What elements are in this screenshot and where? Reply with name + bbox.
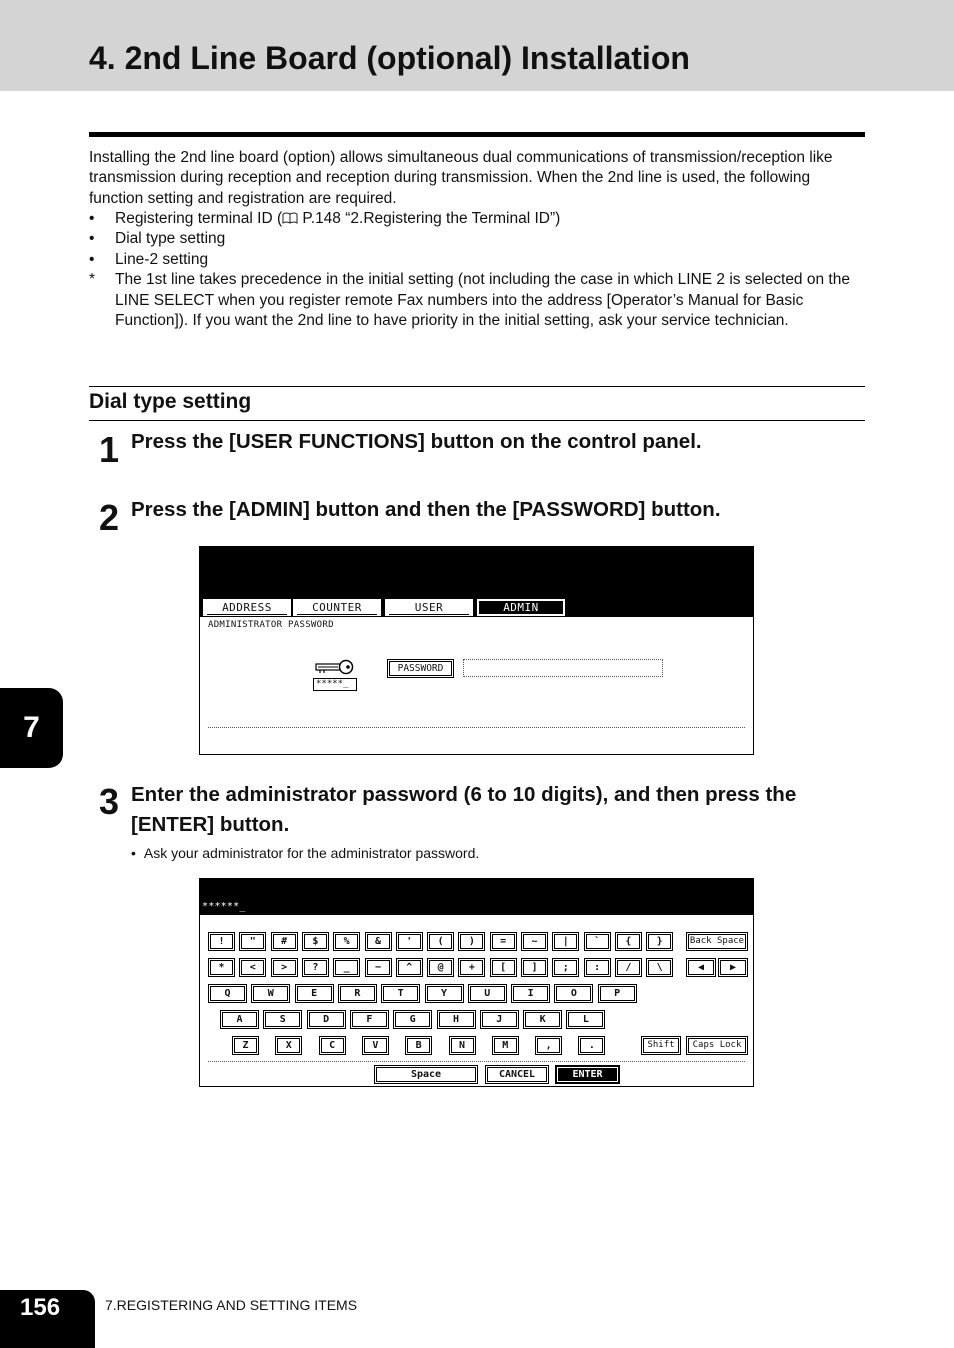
keyboard-key-label: " — [241, 934, 264, 949]
keyboard-key[interactable] — [362, 1036, 389, 1055]
right-arrow-button[interactable] — [718, 958, 748, 977]
cancel-button[interactable] — [485, 1065, 549, 1084]
footer-section-title: 7.REGISTERING AND SETTING ITEMS — [105, 1297, 358, 1313]
keyboard-key-label: / — [617, 960, 640, 975]
keyboard-key-label: ~ — [523, 934, 546, 949]
keyboard-key[interactable] — [302, 958, 329, 977]
list-item — [89, 270, 865, 331]
keyboard-key[interactable] — [405, 1036, 432, 1055]
keyboard-key[interactable] — [220, 1010, 259, 1029]
keyboard-key-label: ! — [210, 934, 233, 949]
arrow-left-icon: ◀ — [688, 960, 714, 975]
keyboard-key[interactable] — [338, 984, 377, 1003]
keyboard-key-label: $ — [304, 934, 327, 949]
keyboard-key-label: ^ — [398, 960, 421, 975]
keyboard-key-label: \ — [648, 960, 671, 975]
list-item — [89, 250, 865, 270]
keyboard-key[interactable] — [449, 1036, 476, 1055]
keyboard-key-label: ] — [523, 960, 546, 975]
keyboard-key[interactable] — [275, 1036, 302, 1055]
keyboard-key-label: ` — [586, 934, 609, 949]
page-number: 156 — [0, 1290, 95, 1348]
keyboard-key[interactable] — [468, 984, 507, 1003]
keyboard-key[interactable] — [208, 958, 235, 977]
keyboard-key-label: < — [241, 960, 264, 975]
keyboard-key[interactable] — [490, 958, 517, 977]
keyboard-key-label: @ — [429, 960, 452, 975]
bullet-mark: • — [131, 845, 136, 861]
keyboard-key[interactable] — [232, 1036, 259, 1055]
keyboard-key-label: Y — [427, 986, 462, 1001]
requirements-list — [89, 209, 865, 331]
keyboard-key[interactable] — [615, 958, 642, 977]
keyboard-key-label: ( — [429, 934, 452, 949]
keyboard-key[interactable] — [578, 1036, 605, 1055]
arrow-right-icon: ▶ — [720, 960, 746, 975]
cancel-label: CANCEL — [487, 1067, 547, 1082]
password-button-label: PASSWORD — [389, 661, 452, 676]
title-rule — [89, 132, 865, 137]
step-number: 2 — [99, 497, 120, 538]
keyboard-key[interactable] — [480, 1010, 519, 1029]
keyboard-key[interactable] — [427, 958, 454, 977]
backspace-button[interactable] — [686, 932, 748, 951]
keyboard-key-label: W — [253, 986, 288, 1001]
book-icon — [282, 212, 298, 224]
keyboard-key[interactable] — [381, 984, 420, 1003]
keyboard-key-label: ) — [460, 934, 483, 949]
bullet-mark: • — [89, 210, 95, 227]
keyboard-key[interactable] — [552, 958, 579, 977]
keyboard-key-label: R — [340, 986, 375, 1001]
shift-label: Shift — [643, 1038, 679, 1053]
keyboard-key-label: , — [537, 1038, 560, 1053]
keyboard-key-label: ; — [554, 960, 577, 975]
keyboard-key[interactable] — [425, 984, 464, 1003]
keyboard-key[interactable] — [396, 958, 423, 977]
keyboard-key-label: | — [554, 934, 577, 949]
keyboard-key-label: U — [470, 986, 505, 1001]
keyboard-key[interactable] — [263, 1010, 302, 1029]
keyboard-key[interactable] — [396, 932, 423, 951]
list-item-text: Dial type setting — [115, 230, 226, 248]
list-item-text: Line-2 setting — [115, 250, 209, 268]
keyboard-key[interactable] — [552, 932, 579, 951]
keyboard-key-label: N — [451, 1038, 474, 1053]
list-item — [89, 229, 865, 249]
intro-paragraph: Installing the 2nd line board (option) allows simultaneous dual communications of transmission/reception like transmission during reception and reception during transmission. When the 2nd line is used, the following function setting and registration are required. — [89, 149, 833, 207]
keyboard-key-label: O — [556, 986, 591, 1001]
keyboard-key[interactable] — [295, 984, 334, 1003]
keyboard-key-label: G — [395, 1012, 430, 1027]
step-note-text: Ask your administrator for the administrator password. — [143, 845, 480, 861]
keyboard-key-label: K — [525, 1012, 560, 1027]
tab-label: ADMIN — [481, 601, 561, 615]
step-number: 3 — [99, 781, 120, 822]
keyboard-key-label: C — [321, 1038, 344, 1053]
keyboard-key[interactable] — [646, 932, 673, 951]
backspace-label: Back Space — [688, 934, 746, 949]
space-label: Space — [376, 1067, 476, 1082]
keyboard-key-label: Q — [210, 986, 245, 1001]
caps-lock-button[interactable] — [686, 1036, 748, 1055]
keyboard-key[interactable] — [554, 984, 593, 1003]
keyboard-key-label: Z — [234, 1038, 257, 1053]
keyboard-key-label: P — [600, 986, 635, 1001]
keyboard-key[interactable] — [208, 984, 247, 1003]
step-text: Press the [USER FUNCTIONS] button on the control panel. — [131, 430, 702, 453]
step-note — [131, 844, 479, 862]
keyboard-key-label: L — [568, 1012, 603, 1027]
shift-button[interactable] — [641, 1036, 681, 1055]
keyboard-key[interactable] — [521, 958, 548, 977]
tab-address[interactable] — [203, 599, 291, 616]
enter-button[interactable] — [555, 1065, 620, 1084]
password-mask: *****_ — [313, 678, 357, 691]
keyboard-key[interactable] — [458, 932, 485, 951]
section-rule-bottom — [89, 420, 865, 421]
space-button[interactable] — [374, 1065, 478, 1084]
keyboard-key[interactable] — [393, 1010, 432, 1029]
keyboard-key[interactable] — [566, 1010, 605, 1029]
chapter-tab: 7 — [0, 688, 63, 768]
step-text: Press the [ADMIN] button and then the [PASSWORD] button. — [131, 498, 721, 521]
keyboard-key[interactable] — [427, 932, 454, 951]
keyboard-key[interactable] — [521, 932, 548, 951]
keyboard-key-label: T — [383, 986, 418, 1001]
section-heading: Dial type setting — [89, 390, 252, 413]
keyboard-key-label: X — [277, 1038, 300, 1053]
step-number: 1 — [99, 429, 120, 470]
keyboard-screen — [199, 878, 754, 1087]
keyboard-key[interactable] — [350, 1010, 389, 1029]
section-rule-top — [89, 386, 865, 387]
keyboard-key[interactable] — [523, 1010, 562, 1029]
tab-label: ADDRESS — [207, 601, 287, 615]
keyboard-key-label: + — [460, 960, 483, 975]
keyboard-key-label: ? — [304, 960, 327, 975]
tab-label: COUNTER — [297, 601, 377, 615]
keyboard-key-label: A — [222, 1012, 257, 1027]
tab-user[interactable] — [385, 599, 473, 616]
input-display-bar — [200, 879, 753, 915]
keyboard-key-label: I — [513, 986, 548, 1001]
bullet-mark: • — [89, 250, 95, 268]
keyboard-key[interactable] — [535, 1036, 562, 1055]
list-item-text: Registering terminal ID ( — [115, 210, 283, 227]
keyboard-key-label: E — [297, 986, 332, 1001]
keyboard-key-label: . — [580, 1038, 603, 1053]
keyboard-key[interactable] — [319, 1036, 346, 1055]
password-entry: ******_ — [202, 901, 246, 912]
keyboard-key-label: ' — [398, 934, 421, 949]
keyboard-key-label: H — [439, 1012, 474, 1027]
keyboard-key[interactable] — [584, 932, 611, 951]
keyboard-key-label: − — [367, 960, 390, 975]
keyboard-key[interactable] — [239, 932, 266, 951]
divider — [208, 727, 745, 728]
keyboard-key[interactable] — [333, 958, 360, 977]
keyboard-key[interactable] — [365, 932, 392, 951]
keyboard-key-label: F — [352, 1012, 387, 1027]
keyboard-key[interactable] — [492, 1036, 519, 1055]
tab-label: USER — [389, 601, 469, 615]
password-field[interactable] — [463, 659, 663, 677]
keyboard-key-label: % — [335, 934, 358, 949]
keyboard-key-label: S — [265, 1012, 300, 1027]
keyboard-key-label: } — [648, 934, 671, 949]
bullet-mark: • — [89, 230, 95, 248]
keyboard-key[interactable] — [333, 932, 360, 951]
keyboard-key[interactable] — [598, 984, 637, 1003]
left-arrow-button[interactable] — [686, 958, 716, 977]
keyboard-key-label: & — [367, 934, 390, 949]
keyboard-key-label: : — [586, 960, 609, 975]
keyboard-key[interactable] — [302, 932, 329, 951]
asterisk-mark: * — [89, 271, 96, 289]
step-text: Enter the administrator password (6 to 10 digits), and then press the [ENTER] button. — [131, 783, 797, 836]
screen-title: ADMINISTRATOR PASSWORD — [208, 620, 334, 630]
tab-counter[interactable] — [293, 599, 381, 616]
keyboard-key[interactable] — [271, 932, 298, 951]
keyboard-key[interactable] — [307, 1010, 346, 1029]
keyboard-key-label: # — [273, 934, 296, 949]
key-icon — [315, 659, 355, 677]
keyboard-key[interactable] — [239, 958, 266, 977]
list-item-text: The 1st line takes precedence in the initial setting (not including the case in which LINE 2 is selected on the LINE SELECT when you register remote Fax numbers into the address [Operator’s Manual for Basic Function]). If you want the 2nd line to have priority in the initial setting, ask your service technician. — [115, 271, 850, 330]
keyboard-key[interactable] — [208, 932, 235, 951]
password-button[interactable] — [387, 659, 454, 678]
keyboard-key-label: _ — [335, 960, 358, 975]
keyboard-key-label: D — [309, 1012, 344, 1027]
keyboard-key[interactable] — [490, 932, 517, 951]
keyboard-key[interactable] — [458, 958, 485, 977]
keyboard-key-label: M — [494, 1038, 517, 1053]
keyboard-key-label: V — [364, 1038, 387, 1053]
enter-label: ENTER — [557, 1067, 618, 1082]
keyboard-key[interactable] — [615, 932, 642, 951]
keyboard-key[interactable] — [271, 958, 298, 977]
keyboard-key[interactable] — [251, 984, 290, 1003]
keyboard-key[interactable] — [365, 958, 392, 977]
keyboard-key-label: [ — [492, 960, 515, 975]
keyboard-key[interactable] — [584, 958, 611, 977]
admin-password-screen — [199, 546, 754, 755]
tab-admin[interactable] — [477, 599, 565, 616]
keyboard-key-label: { — [617, 934, 640, 949]
keyboard-key-label: = — [492, 934, 515, 949]
page-title: 4. 2nd Line Board (optional) Installation — [89, 40, 690, 76]
divider — [208, 1061, 745, 1062]
keyboard-key-label: B — [407, 1038, 430, 1053]
caps-lock-label: Caps Lock — [688, 1038, 746, 1053]
keyboard-key-label: J — [482, 1012, 517, 1027]
keyboard-key[interactable] — [511, 984, 550, 1003]
keyboard-key[interactable] — [437, 1010, 476, 1029]
keyboard-key-label: > — [273, 960, 296, 975]
keyboard-key[interactable] — [646, 958, 673, 977]
keyboard-key-label: * — [210, 960, 233, 975]
list-item — [89, 209, 865, 229]
list-item-reference: P.148 “2.Registering the Terminal ID”) — [298, 210, 561, 227]
